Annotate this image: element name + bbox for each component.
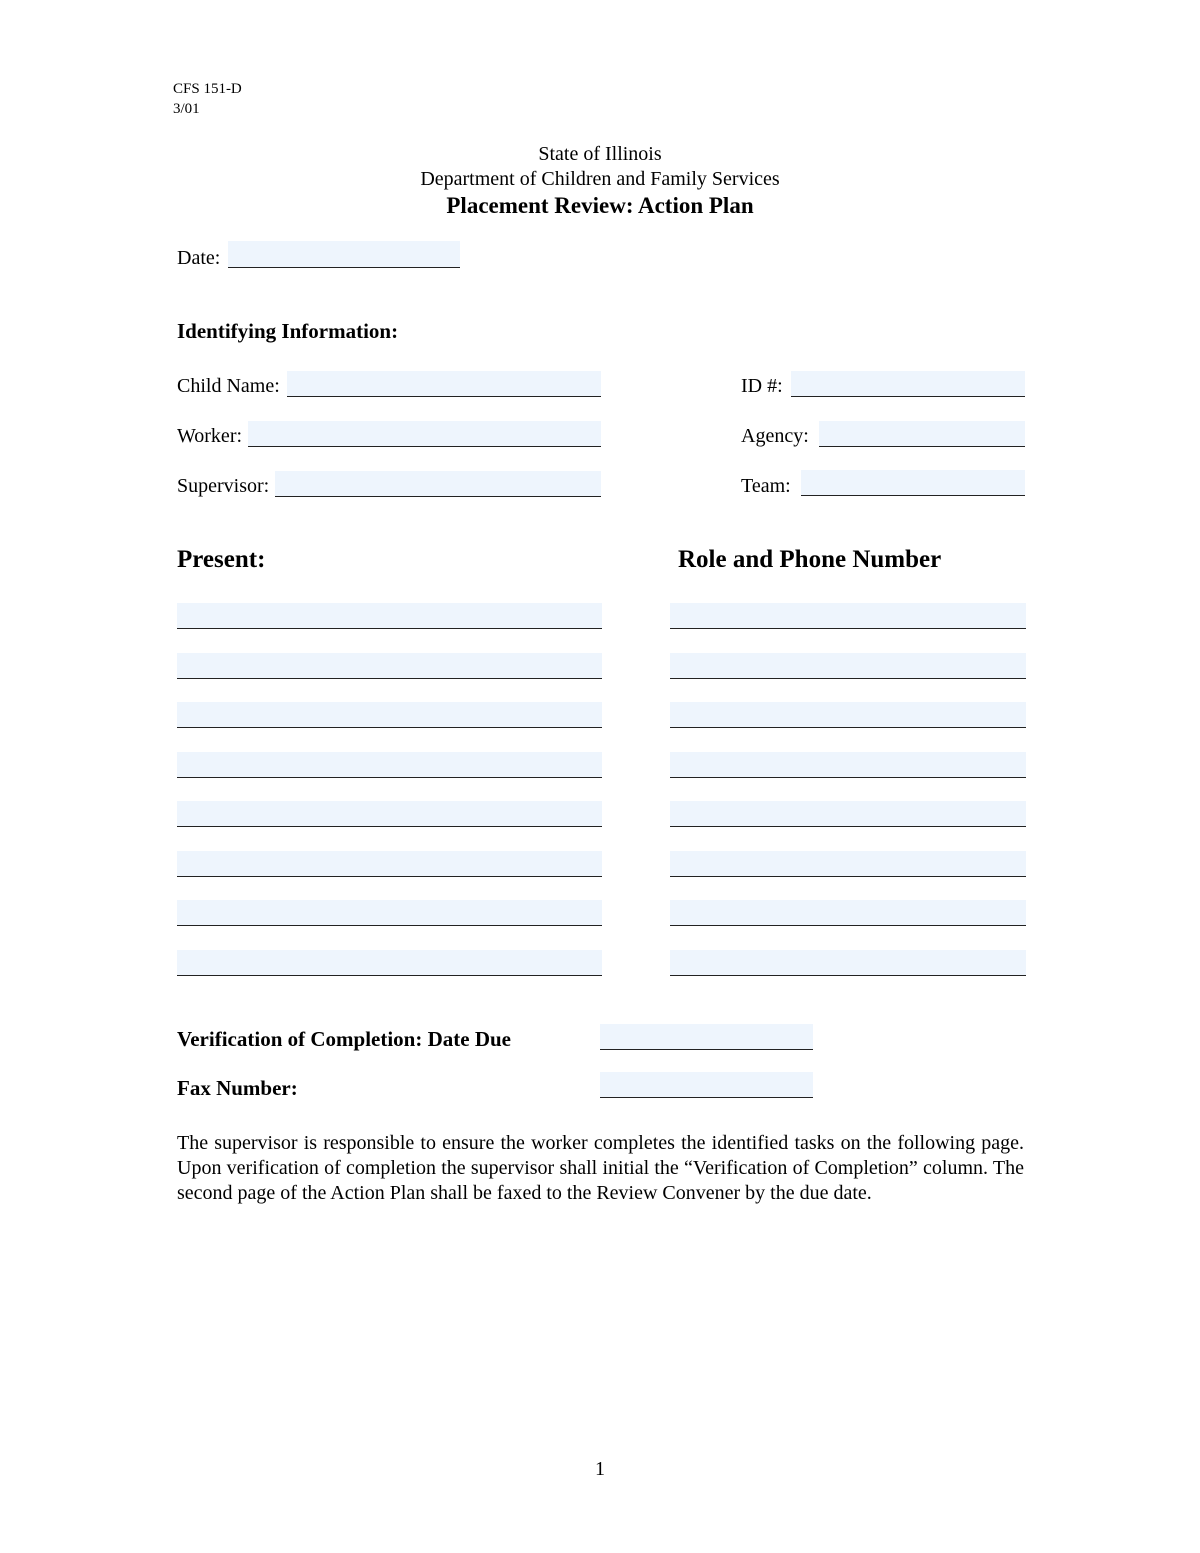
present-role-field[interactable] [670,653,1026,679]
date-label: Date: [177,247,221,269]
form-revision: 3/01 [173,101,200,117]
supervisor-label: Supervisor: [177,475,270,497]
present-name-field[interactable] [177,702,602,728]
present-name-field[interactable] [177,801,602,827]
state-name: State of Illinois [538,143,662,165]
present-role-field[interactable] [670,801,1026,827]
present-role-field[interactable] [670,603,1026,629]
present-role-field[interactable] [670,900,1026,926]
role-phone-heading: Role and Phone Number [678,546,942,573]
present-role-field[interactable] [670,950,1026,976]
child-name-field[interactable] [287,371,601,397]
page-number: 1 [595,1458,605,1480]
present-name-field[interactable] [177,950,602,976]
date-field[interactable] [228,241,460,268]
child-name-label: Child Name: [177,375,280,397]
present-role-field[interactable] [670,702,1026,728]
fax-label: Fax Number: [177,1076,298,1100]
agency-label: Agency: [741,425,809,447]
worker-label: Worker: [177,425,243,447]
verification-date-field[interactable] [600,1024,813,1050]
present-name-field[interactable] [177,653,602,679]
present-name-field[interactable] [177,851,602,877]
instructions-paragraph: The supervisor is responsible to ensure the worker completes the identified tasks on the following page. Upon verification of completion the supervisor shall initial the “Verification of Completion” column. The second page of the Action Plan shall be faxed to the Review Convener by the due date. [177,1132,1024,1204]
present-heading: Present: [177,546,266,573]
present-name-field[interactable] [177,900,602,926]
worker-field[interactable] [248,421,601,447]
fax-number-field[interactable] [600,1072,813,1098]
id-field[interactable] [791,371,1025,397]
department-name: Department of Children and Family Services [420,168,780,190]
present-role-field[interactable] [670,851,1026,877]
form-code: CFS 151-D [173,81,242,97]
identifying-heading: Identifying Information: [177,319,399,343]
team-field[interactable] [801,470,1025,496]
present-name-field[interactable] [177,752,602,778]
agency-field[interactable] [819,421,1025,447]
present-role-field[interactable] [670,752,1026,778]
supervisor-field[interactable] [275,471,601,497]
form-title: Placement Review: Action Plan [446,193,754,218]
present-name-field[interactable] [177,603,602,629]
id-label: ID #: [741,375,783,397]
verification-label: Verification of Completion: Date Due [177,1027,512,1051]
team-label: Team: [741,475,791,497]
